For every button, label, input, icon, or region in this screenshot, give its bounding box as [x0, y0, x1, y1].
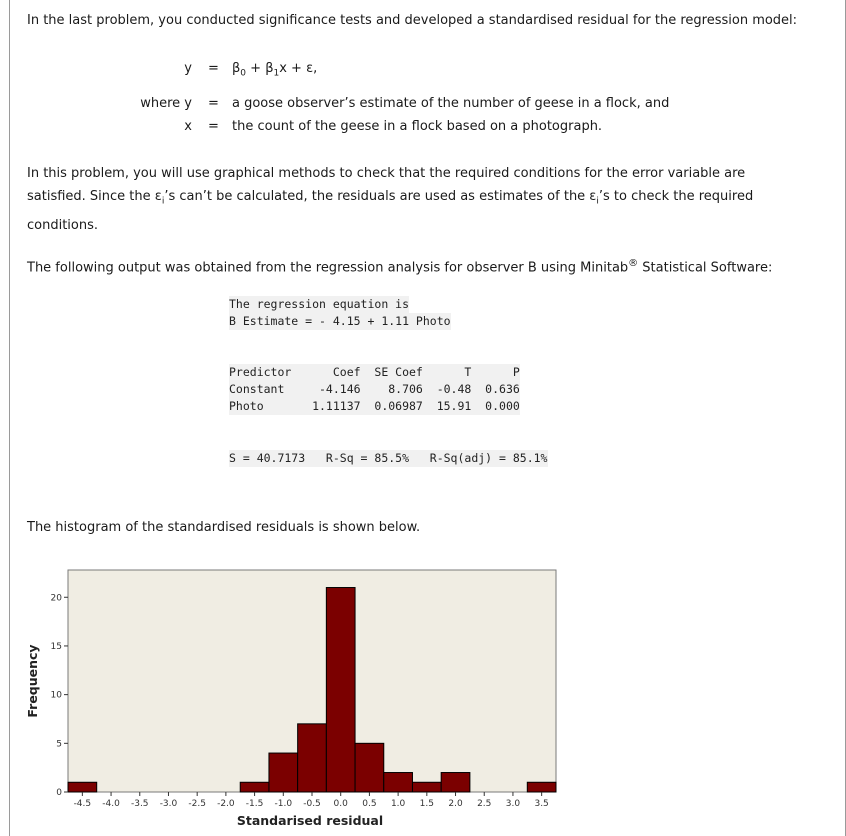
- model-summary-line: S = 40.7173 R-Sq = 85.5% R-Sq(adj) = 85.1%: [229, 451, 548, 465]
- minitab-intro-text-end: Statistical Software:: [638, 260, 773, 276]
- x-tick-label-15: 3.0: [505, 799, 521, 809]
- x-tick-label-13: 2.0: [448, 799, 463, 809]
- beta0-subscript: 0: [240, 68, 247, 79]
- x-tick-label-14: 2.5: [477, 799, 492, 809]
- x-axis-label: Standarised residual: [236, 813, 384, 828]
- epsilon-subscript-1: i: [161, 196, 165, 207]
- model-rhs-rest: x + ε,: [279, 61, 318, 76]
- conditions-paragraph: [27, 162, 802, 237]
- y-tick-label-2: 10: [50, 690, 62, 701]
- x-tick-label-9: 0.0: [333, 799, 348, 809]
- minitab-intro-paragraph: [27, 253, 837, 279]
- x-definition-line: [0, 116, 846, 138]
- conditions-text-1: In this problem, you will use graphical methods to check that the required conditions for the error variable are satisfied. Since the ε: [27, 166, 746, 204]
- histogram-bar-6: [384, 773, 413, 792]
- coef-row-constant: Constant -4.146 8.706 -0.48 0.636: [229, 382, 520, 396]
- x-tick-label-10: 0.5: [362, 799, 377, 809]
- x-tick-label-12: 1.5: [419, 799, 434, 809]
- x-eq-sign: =: [208, 119, 219, 134]
- x-tick-label-5: -2.0: [217, 799, 235, 809]
- histogram-caption-text: The histogram of the standardised residuals is shown below.: [27, 520, 421, 535]
- where-y-eq-sign: =: [208, 96, 219, 111]
- model-lhs: y: [184, 61, 192, 76]
- y-tick-label-3: 15: [50, 641, 62, 652]
- conditions-text-2: ’s can’t be calculated, the residuals are used as estimates of the ε: [164, 189, 597, 204]
- x-tick-label-7: -1.0: [274, 799, 293, 809]
- histogram-bar-7: [412, 782, 441, 792]
- x-tick-label-3: -3.0: [159, 799, 178, 809]
- x-tick-label-8: -0.5: [303, 799, 321, 809]
- histogram-bar-2: [269, 753, 298, 792]
- beta1-symbol: + β: [246, 61, 274, 76]
- histogram-bar-0: [68, 782, 97, 792]
- histogram-bar-3: [298, 724, 327, 792]
- y-axis-label: Frequency: [25, 644, 40, 718]
- model-rhs: [232, 58, 317, 85]
- x-definition: the count of the geese in a flock based on a photograph.: [232, 119, 603, 134]
- histogram-bar-5: [355, 743, 384, 792]
- minitab-intro-text: The following output was obtained from the regression analysis for observer B using Minitab: [27, 260, 629, 276]
- model-eq-sign: =: [208, 61, 219, 76]
- residual-histogram: [22, 568, 562, 832]
- where-y-line: [0, 93, 846, 115]
- registered-mark: ®: [628, 258, 639, 269]
- x-tick-label-1: -4.0: [102, 799, 120, 809]
- model-equation: [0, 58, 846, 80]
- y-tick-label-4: 20: [50, 593, 62, 604]
- x-tick-label-16: 3.5: [534, 799, 549, 809]
- where-y-label: where y: [140, 96, 192, 111]
- histogram-bar-4: [326, 588, 355, 792]
- histogram-bar-8: [441, 773, 470, 792]
- intro-text: In the last problem, you conducted significance tests and developed a standardised residual for the regression model:: [27, 13, 798, 28]
- y-tick-label-0: 0: [56, 788, 62, 798]
- x-tick-label-2: -3.5: [130, 799, 149, 809]
- where-y-definition: a goose observer’s estimate of the number of geese in a flock, and: [232, 96, 670, 111]
- histogram-caption: [27, 517, 837, 539]
- x-tick-label-6: -1.5: [245, 799, 264, 809]
- coef-table-header: Predictor Coef SE Coef T P: [229, 365, 520, 379]
- regression-equation-line2: B Estimate = - 4.15 + 1.11 Photo: [229, 314, 451, 328]
- x-tick-label-11: 1.0: [390, 799, 406, 809]
- y-tick-label-1: 5: [56, 739, 62, 750]
- x-label: x: [184, 119, 192, 134]
- conditions-text-3: ’s to check the required conditions.: [27, 189, 754, 233]
- regression-equation-line1: The regression equation is: [229, 297, 410, 311]
- coef-row-photo: Photo 1.11137 0.06987 15.91 0.000: [229, 399, 520, 413]
- epsilon-subscript-2: i: [596, 196, 599, 207]
- x-tick-label-4: -2.5: [188, 799, 206, 809]
- intro-paragraph: [27, 10, 837, 32]
- beta1-subscript: 1: [273, 68, 280, 79]
- beta0-symbol: β: [232, 61, 241, 76]
- histogram-bar-9: [527, 782, 556, 792]
- histogram-bar-1: [240, 782, 269, 792]
- x-tick-label-0: -4.5: [73, 799, 92, 809]
